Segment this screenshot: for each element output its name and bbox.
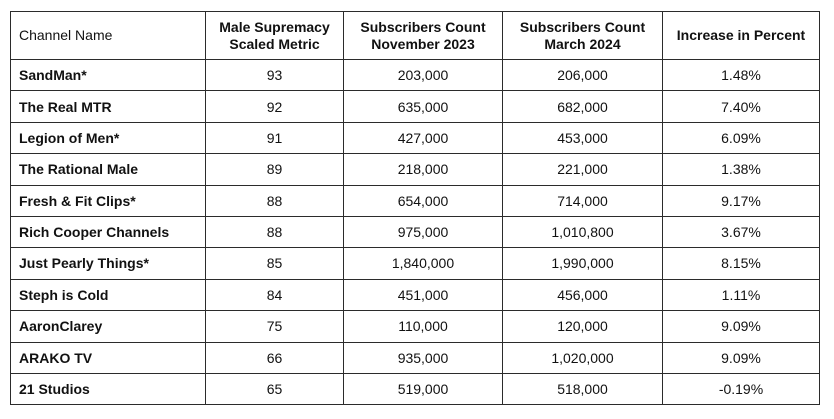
mar-2024-cell: 682,000 xyxy=(503,91,663,122)
header-channel-name: Channel Name xyxy=(11,12,206,60)
table-row xyxy=(11,216,820,247)
mar-2024-cell: 1,010,800 xyxy=(503,216,663,247)
channel-name-cell: Steph is Cold xyxy=(11,279,206,310)
metric-cell: 66 xyxy=(206,342,344,373)
channel-name-cell: The Rational Male xyxy=(11,154,206,185)
nov-2023-cell: 935,000 xyxy=(344,342,503,373)
nov-2023-cell: 635,000 xyxy=(344,91,503,122)
metric-cell: 92 xyxy=(206,91,344,122)
channel-table-container xyxy=(10,11,820,405)
table-row xyxy=(11,185,820,216)
channel-name-cell: SandMan* xyxy=(11,60,206,91)
nov-2023-cell: 110,000 xyxy=(344,311,503,342)
channel-name-cell: The Real MTR xyxy=(11,91,206,122)
header-male-supremacy-metric: Male Supremacy Scaled Metric xyxy=(206,12,344,60)
mar-2024-cell: 1,990,000 xyxy=(503,248,663,279)
mar-2024-cell: 206,000 xyxy=(503,60,663,91)
mar-2024-cell: 453,000 xyxy=(503,122,663,153)
increase-cell: 1.48% xyxy=(663,60,820,91)
mar-2024-cell: 1,020,000 xyxy=(503,342,663,373)
metric-cell: 88 xyxy=(206,216,344,247)
nov-2023-cell: 451,000 xyxy=(344,279,503,310)
increase-cell: 9.09% xyxy=(663,342,820,373)
channel-name-cell: AaronClarey xyxy=(11,311,206,342)
channel-name-cell: Just Pearly Things* xyxy=(11,248,206,279)
nov-2023-cell: 218,000 xyxy=(344,154,503,185)
increase-cell: 6.09% xyxy=(663,122,820,153)
increase-cell: -0.19% xyxy=(663,373,820,404)
table-row xyxy=(11,60,820,91)
header-subscribers-nov-2023: Subscribers Count November 2023 xyxy=(344,12,503,60)
increase-cell: 9.09% xyxy=(663,311,820,342)
increase-cell: 1.38% xyxy=(663,154,820,185)
channel-name-cell: Fresh & Fit Clips* xyxy=(11,185,206,216)
table-row xyxy=(11,279,820,310)
increase-cell: 3.67% xyxy=(663,216,820,247)
table-header-row xyxy=(11,12,820,60)
mar-2024-cell: 221,000 xyxy=(503,154,663,185)
table-row xyxy=(11,373,820,404)
metric-cell: 93 xyxy=(206,60,344,91)
table-row xyxy=(11,248,820,279)
nov-2023-cell: 1,840,000 xyxy=(344,248,503,279)
metric-cell: 84 xyxy=(206,279,344,310)
mar-2024-cell: 714,000 xyxy=(503,185,663,216)
metric-cell: 85 xyxy=(206,248,344,279)
nov-2023-cell: 519,000 xyxy=(344,373,503,404)
nov-2023-cell: 654,000 xyxy=(344,185,503,216)
channel-name-cell: 21 Studios xyxy=(11,373,206,404)
header-increase-percent: Increase in Percent xyxy=(663,12,820,60)
nov-2023-cell: 427,000 xyxy=(344,122,503,153)
mar-2024-cell: 518,000 xyxy=(503,373,663,404)
table-row xyxy=(11,342,820,373)
increase-cell: 8.15% xyxy=(663,248,820,279)
table-row xyxy=(11,122,820,153)
channel-name-cell: Rich Cooper Channels xyxy=(11,216,206,247)
table-row xyxy=(11,91,820,122)
channel-name-cell: Legion of Men* xyxy=(11,122,206,153)
channel-name-cell: ARAKO TV xyxy=(11,342,206,373)
table-row xyxy=(11,154,820,185)
channel-subscribers-table xyxy=(10,11,820,405)
metric-cell: 75 xyxy=(206,311,344,342)
mar-2024-cell: 456,000 xyxy=(503,279,663,310)
nov-2023-cell: 975,000 xyxy=(344,216,503,247)
nov-2023-cell: 203,000 xyxy=(344,60,503,91)
header-subscribers-mar-2024: Subscribers Count March 2024 xyxy=(503,12,663,60)
increase-cell: 9.17% xyxy=(663,185,820,216)
increase-cell: 1.11% xyxy=(663,279,820,310)
increase-cell: 7.40% xyxy=(663,91,820,122)
metric-cell: 89 xyxy=(206,154,344,185)
table-row xyxy=(11,311,820,342)
metric-cell: 88 xyxy=(206,185,344,216)
metric-cell: 91 xyxy=(206,122,344,153)
metric-cell: 65 xyxy=(206,373,344,404)
table-body xyxy=(11,60,820,405)
mar-2024-cell: 120,000 xyxy=(503,311,663,342)
